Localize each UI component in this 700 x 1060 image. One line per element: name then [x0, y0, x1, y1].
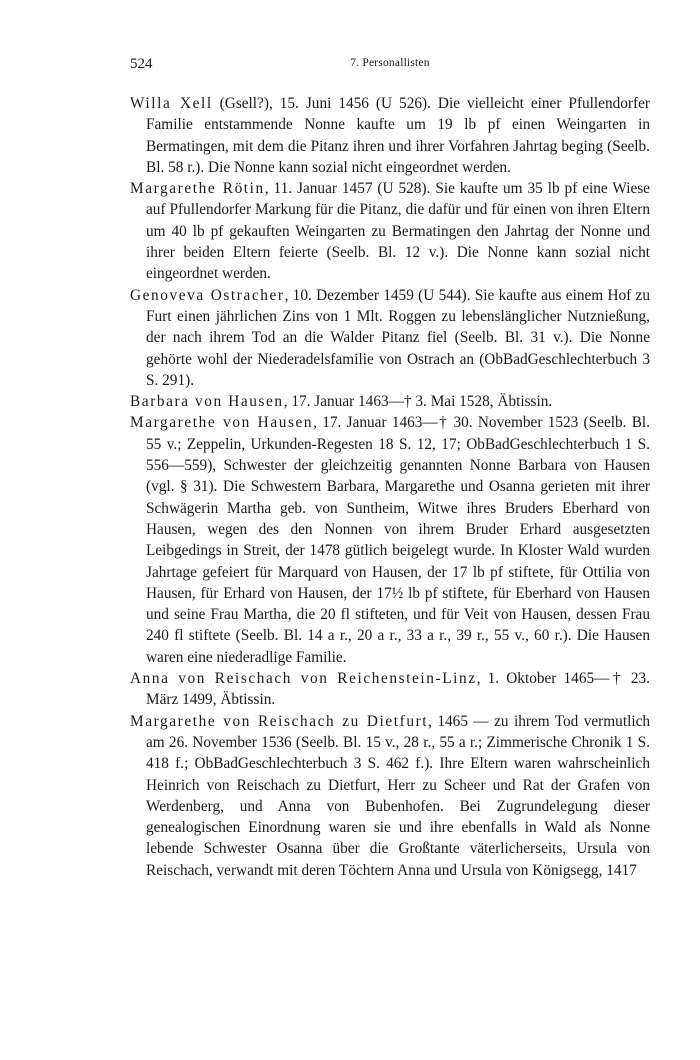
entry-text: , 1. Oktober 1465—† 23. März 1499, Äbtissin. [146, 670, 650, 709]
list-entry [130, 178, 650, 284]
entry-name: Margarethe von Hausen [130, 414, 314, 432]
entry-name: Anna von Reischach von Reichenstein-Linz [130, 670, 477, 688]
page-header [130, 56, 650, 80]
entry-name: Barbara von Hausen [130, 393, 284, 411]
list-entry [130, 93, 650, 178]
entry-text: (Gsell?), 15. Juni 1456 (U 526). Die vielleicht einer Pfullendorfer Familie entstammende Nonne kaufte um 19 lb pf einen Weingarten in Bermatingen, mit dem die Pitanz ihren und ihrer Vorfahren Jahrtag beging (Seelb. Bl. 58 r.). Die Nonne kann sozial nicht eingeordnet werden. [146, 95, 650, 176]
entry-name: Margarethe von Reischach zu Dietfurt [130, 712, 429, 730]
running-title: 7. Personallisten [350, 57, 430, 69]
entry-name: Willa Xell [130, 95, 213, 112]
personnel-list [130, 93, 650, 881]
entry-text: , 17. Januar 1463—† 3. Mai 1528, Äbtissin. [283, 393, 553, 411]
list-entry [130, 711, 650, 881]
entry-text: , 11. Januar 1457 (U 528). Sie kaufte um 35 lb pf eine Wiese auf Pfullendorfer Markung für die Pitanz, die dafür und für einen von ihren Eltern um 40 lb pf gekauften Weingarten zu Bermatingen den Jahrtag der Nonne und ihrer beiden Eltern feierte (Seelb. Bl. 12 v.). Die Nonne kann sozial nicht eingeordnet werden. [146, 180, 650, 283]
entry-name: Margarethe Rötin [130, 180, 265, 198]
list-entry [130, 391, 650, 412]
page-number: 524 [130, 56, 153, 72]
list-entry [130, 412, 650, 668]
entry-text: , 1465 — zu ihrem Tod vermutlich am 26. November 1536 (Seelb. Bl. 15 v., 28 r., 55 a r.; Zimmerische Chronik 1 S. 418 f.; ObBadGeschlechterbuch 3 S. 462 f.). Ihre Eltern waren wahrscheinlich Heinrich von Reischach zu Dietfurt, Herr zu Scheer und Rat der Grafen von Werdenberg, und Anna von Bubenhofen. Bei Zugrundelegung dieser genealogischen Einordnung waren sie und ihre ebenfalls in Wald als Nonne lebende Schwester Osanna über die Großtante väterlicherseits, Ursula von Reischach, verwandt mit deren Töchtern Anna und Ursula von Königsegg, 1417 [146, 712, 651, 879]
list-entry [130, 668, 650, 711]
entry-name: Genoveva Ostracher [130, 286, 285, 304]
list-entry [130, 285, 650, 391]
entry-text: , 10. Dezember 1459 (U 544). Sie kaufte aus einem Hof zu Furt einen jährlichen Zins von 1 Mlt. Roggen zu lebenslänglicher Nutznießung, der nach ihrem Tod an die Walder Pitanz fiel (Seelb. Bl. 31 v.). Die Nonne gehörte wohl der Niederadelsfamilie von Ostrach an (ObBadGeschlechterbuch 3 S. 291). [146, 286, 650, 389]
document-page [130, 56, 650, 881]
entry-text: , 17. Januar 1463—† 30. November 1523 (Seelb. Bl. 55 v.; Zeppelin, Urkunden-Regesten 18 S. 12, 17; ObBadGeschlechterbuch 1 S. 556—559), Schwester der gleichzeitig genannten Nonne Barbara von Hausen (vgl. § 31). Die Schwestern Barbara, Margarethe und Osanna gerieten mit ihrer Schwägerin Martha geb. von Suntheim, Witwe ihres Bruders Eberhard von Hausen, wegen des den Nonnen von ihrem Bruder Erhard ausgesetzten Leibgedings in Streit, der 1478 gütlich beigelegt wurde. In Kloster Wald wurden Jahrtage gefeiert für Marquard von Hausen, der 17 lb pf stiftete, für Ottilia von Hausen, für Erhard von Hausen, der 17½ lb pf stiftete, für Eberhard von Hausen und seine Frau Martha, die 20 fl stifteten, und für Veit von Hausen, dessen Frau 240 fl stiftete (Seelb. Bl. 14 a r., 20 a r., 33 a r., 39 r., 55 v., 60 r.). Die Hausen waren eine niederadlige Familie. [146, 414, 650, 666]
